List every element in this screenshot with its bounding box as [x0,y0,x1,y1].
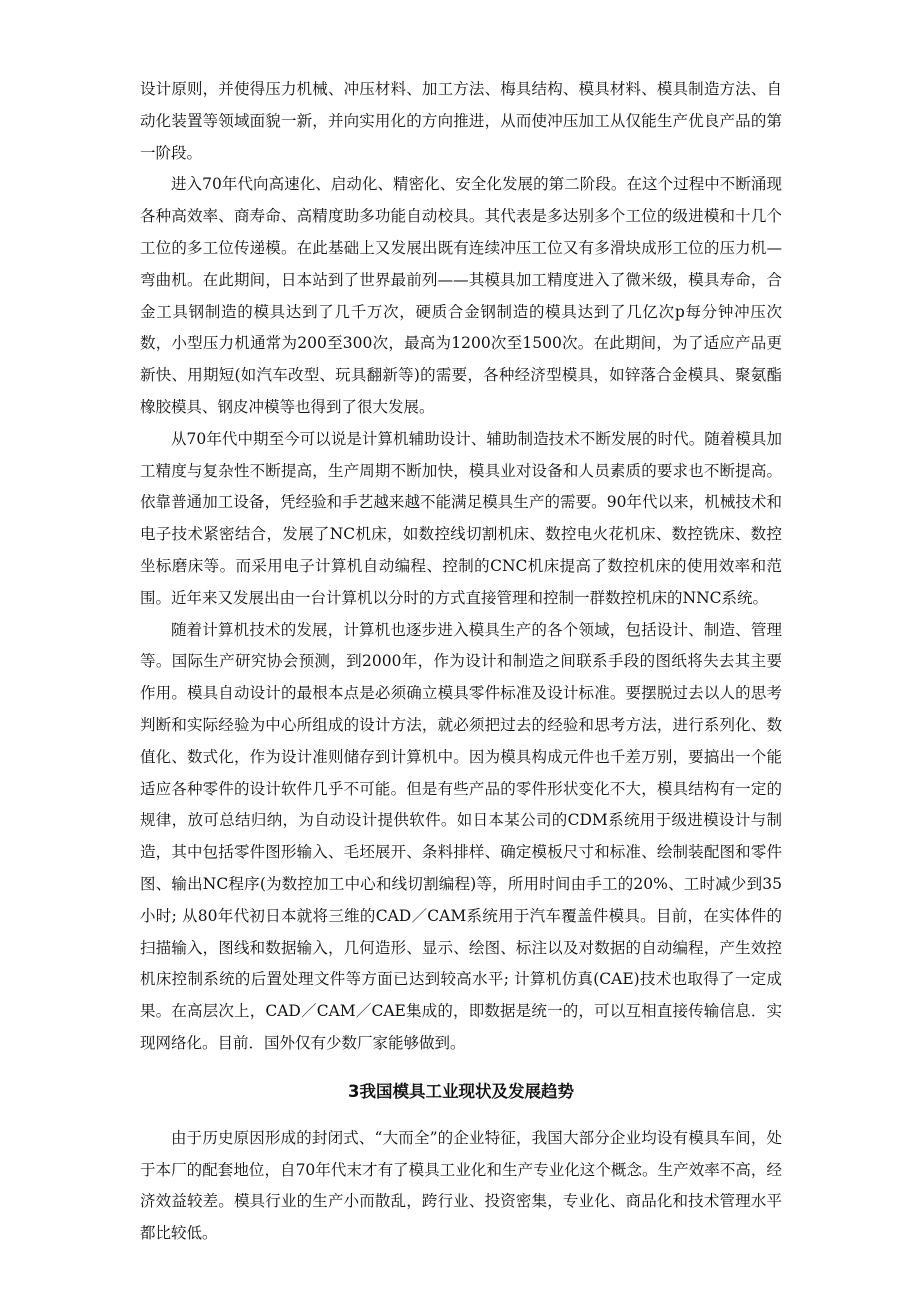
paragraph-computer-technology: 随着计算机技术的发展，计算机也逐步进入模具生产的各个领域，包括设计、制造、管理等。国际生产研究协会预测，到2000年，作为设计和制造之间联系手段的图纸将失去其主要作用。模具自动设计的最根本点是必须确立模具零件标准及设计标准。要摆脱过去以人的思考判断和实际经验为中心所组成的设计方法，就必须把过去的经验和思考方法，进行系列化、数值化、数式化，作为设计准则储存到计算机中。因为模具构成元件也千差万别，要搞出一个能适应各种零件的设计软件几乎不可能。但是有些产品的零件形状变化不大，模具结构有一定的规律，放可总结归纳，为自动设计提供软件。如日本某公司的CDM系统用于级进模设计与制造，其中包括零件图形输入、毛坯展开、条料排样、确定模板尺寸和标准、绘制装配图和零件图、输出NC程序(为数控加工中心和线切割编程)等，所用时间由手工的20%、工时减少到35小时; 从80年代初日本就将三维的CAD／CAM系统用于汽车覆盖件模具。目前，在实体件的扫描输入，图线和数据输入，几何造形、显示、绘图、标注以及对数据的自动编程，产生效控机床控制系统的后置处理文件等方面已达到较高水平; 计算机仿真(CAE)技术也取得了一定成果。在高层次上，CAD／CAM／CAE集成的，即数据是统一的，可以互相直接传输信息．实现网络化。目前．国外仅有少数厂家能够做到。 [140,620,782,1052]
section-heading: 3我国模具工业现状及发展趋势 [348,1081,574,1101]
paragraph-second-stage: 进入70年代向高速化、启动化、精密化、安全化发展的第二阶段。在这个过程中不断涌现各种高效率、商寿命、高精度助多功能自动校具。其代表是多达别多个工位的级进模和十几个工位的多工位传递模。在此基础上又发展出既有连续冲压工位又有多滑块成形工位的压力机—弯曲机。在此期间，日本站到了世界最前列——其模具加工精度进入了微米级，模具寿命，合金工具钢制造的模具达到了几千万次，硬质合金钢制造的模具达到了几亿次p每分钟冲压次数，小型压力机通常为200至300次，最高为1200次至1500次。在此期间，为了适应产品更新快、用期短(如汽车改型、玩具翻新等)的需要，各种经济型模具，如锌落合金模具、聚氨酯橡胶模具、钢皮冲模等也得到了很大发展。 [140,175,782,416]
paragraph-design-principles: 设计原则，并使得压力机械、冲压材料、加工方法、梅具结构、模具材料、模具制造方法、自动化装置等领域面貌一新，并向实用化的方向推进，从而使冲压加工从仅能生产优良产品的第一阶段。 [140,80,782,162]
paragraph-china-status: 由于历史原因形成的封闭式、“大而全”的企业特征，我国大部分企业均设有模具车间，处于本厂的配套地位，自70年代末才有了模具工业化和生产专业化这个概念。生产效率不高，经济效益较差。模具行业的生产小而散乱，跨行业、投资密集，专业化、商品化和技术管理水平都比较低。 [140,1128,782,1243]
paragraph-cad-cam-era: 从70年代中期至今可以说是计算机辅助设计、辅助制造技术不断发展的时代。随着模具加工精度与复杂性不断提高，生产周期不断加快，模具业对设备和人员素质的要求也不断提高。依靠普通加工设备，凭经验和手艺越来越不能满足模具生产的需要。90年代以来，机械技术和电子技术紧密结合，发展了NC机床，如数控线切割机床、数控电火花机床、数控铣床、数控坐标磨床等。而采用电子计算机自动编程、控制的CNC机床提高了数控机床的使用效率和范围。近年来又发展出由一台计算机以分时的方式直接管理和控制一群数控机床的NNC系统。 [140,429,782,607]
document-page [140,74,782,1250]
